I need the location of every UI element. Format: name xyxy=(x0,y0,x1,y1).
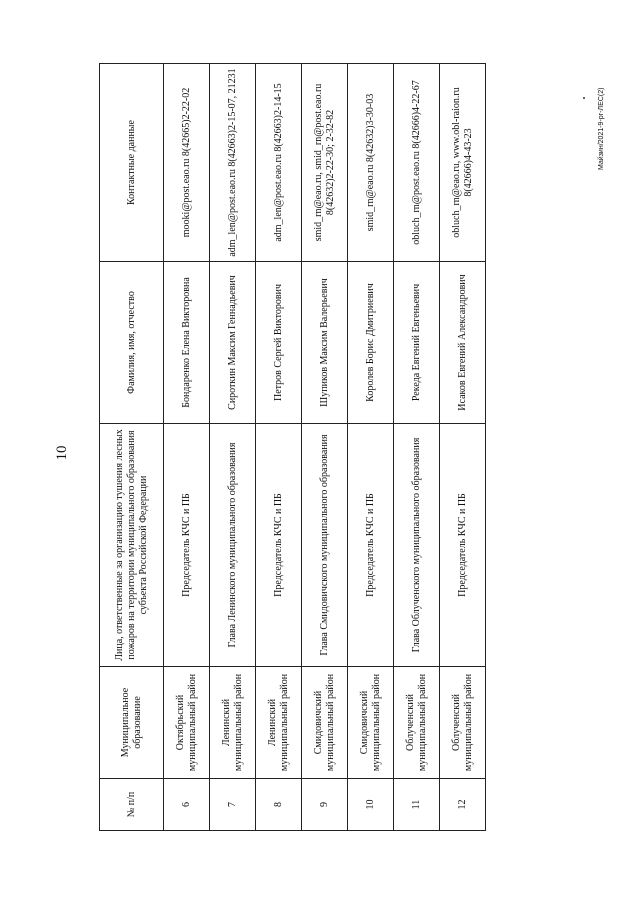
table-row xyxy=(164,64,210,831)
cell-full-name: Рекеда Евгений Евгеньевич xyxy=(394,262,440,424)
document-code-text: Майзин/2021-9-рг-ЛЕС(2) xyxy=(598,87,605,170)
cell-number: 8 xyxy=(256,779,302,831)
cell-responsible: Председатель КЧС и ПБ xyxy=(164,424,210,667)
rotated-table-container xyxy=(99,64,484,831)
cell-responsible: Председатель КЧС и ПБ xyxy=(348,424,394,667)
cell-full-name: Шупиков Максим Валерьевич xyxy=(302,262,348,424)
header-full-name: Фамилия, имя, отчество xyxy=(100,262,164,424)
cell-full-name: Исаков Евгений Александрович xyxy=(440,262,486,424)
cell-municipality: Облученский муниципальный район xyxy=(394,667,440,779)
cell-number: 6 xyxy=(164,779,210,831)
table-row xyxy=(256,64,302,831)
scan-dot xyxy=(583,97,585,99)
cell-municipality: Ленинский муниципальный район xyxy=(210,667,256,779)
cell-contacts: mooki@post.eao.ru 8(42665)2-22-02 xyxy=(164,64,210,262)
table-row xyxy=(394,64,440,831)
cell-municipality: Ленинский муниципальный район xyxy=(256,667,302,779)
cell-responsible: Председатель КЧС и ПБ xyxy=(256,424,302,667)
cell-contacts: adm_len@post.eao.ru 8(42663)2-14-15 xyxy=(256,64,302,262)
header-municipality: Муниципальное образование xyxy=(100,667,164,779)
cell-contacts: adm_len@post.eao.ru 8(42663)2-15-07, 21231 xyxy=(210,64,256,262)
cell-full-name: Бондаренко Елена Викторовна xyxy=(164,262,210,424)
cell-full-name: Сироткин Максим Геннадьевич xyxy=(210,262,256,424)
document-code xyxy=(598,87,606,178)
cell-contacts: obluch_rn@post.eao.ru 8(42666)4-22-67 xyxy=(394,64,440,262)
table-row xyxy=(440,64,486,831)
cell-number: 10 xyxy=(348,779,394,831)
table-row xyxy=(210,64,256,831)
cell-municipality: Октябрьский муниципальный район xyxy=(164,667,210,779)
cell-full-name: Петров Сергей Викторович xyxy=(256,262,302,424)
cell-municipality: Смидовичский муниципальный район xyxy=(348,667,394,779)
cell-contacts: smid_rn@eao.ru 8(42632)3-30-03 xyxy=(348,64,394,262)
cell-responsible: Глава Ленинского муниципального образования xyxy=(210,424,256,667)
cell-contacts: smid_rn@eao.ru, smid_rn@post.eao.ru 8(42632)2-22-30; 2-32-82 xyxy=(302,64,348,262)
cell-number: 11 xyxy=(394,779,440,831)
responsible-persons-table xyxy=(99,63,486,831)
cell-municipality: Облученский муниципальный район xyxy=(440,667,486,779)
cell-number: 7 xyxy=(210,779,256,831)
cell-number: 9 xyxy=(302,779,348,831)
cell-number: 12 xyxy=(440,779,486,831)
table-header-row xyxy=(100,64,164,831)
cell-full-name: Королев Борис Дмитриевич xyxy=(348,262,394,424)
cell-responsible: Глава Смидовичского муниципального образования xyxy=(302,424,348,667)
cell-responsible: Глава Облученского муниципального образования xyxy=(394,424,440,667)
cell-municipality: Смидовичский муниципальный район xyxy=(302,667,348,779)
cell-contacts: obluch_rn@eao.ru, www.obl-raion.ru 8(42666)4-43-23 xyxy=(440,64,486,262)
page-number: 10 xyxy=(54,445,70,461)
cell-responsible: Председатель КЧС и ПБ xyxy=(440,424,486,667)
header-number: № п/п xyxy=(100,779,164,831)
table-row xyxy=(302,64,348,831)
header-responsible: Лица, ответственные за организацию тушения лесных пожаров на территории муниципального образования субъекта Российской Федерации xyxy=(100,424,164,667)
header-contacts: Контактные данные xyxy=(100,64,164,262)
table-row xyxy=(348,64,394,831)
